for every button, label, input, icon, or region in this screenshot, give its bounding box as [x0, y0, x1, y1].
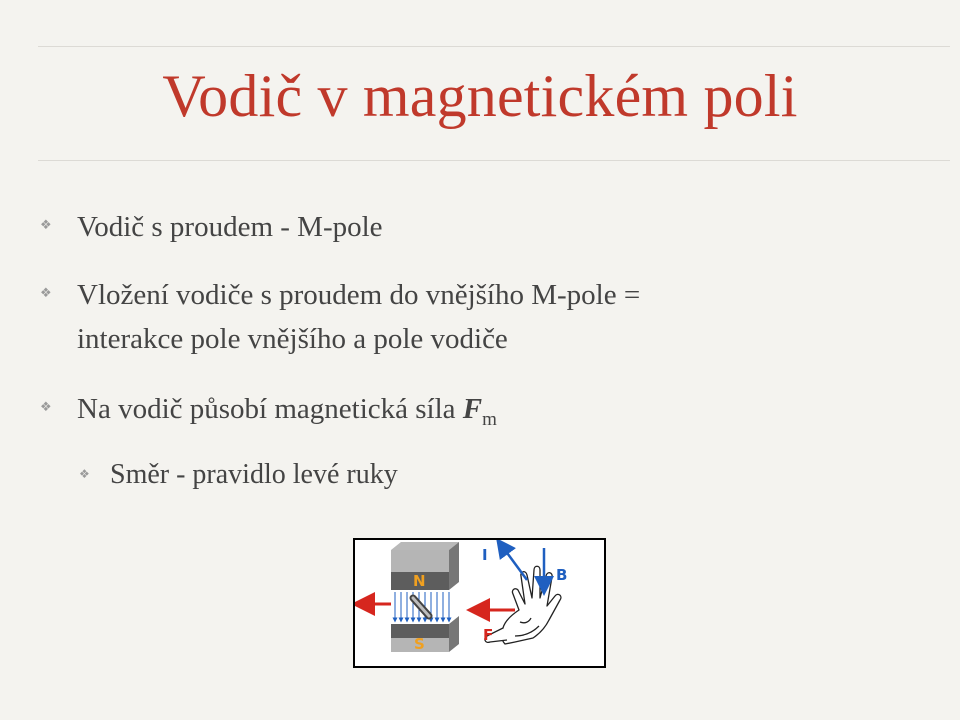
north-magnet — [391, 542, 459, 590]
south-magnet — [391, 616, 459, 653]
bullet-1 — [77, 205, 383, 249]
left-hand-rule-figure — [353, 538, 606, 668]
slide-title: Vodič v magnetickém poli — [162, 63, 798, 129]
sub-bullet-marker-icon: ❖ — [79, 467, 90, 481]
sub-bullet-1-text: Směr - pravidlo levé ruky — [110, 459, 398, 490]
bullet-marker-icon: ❖ — [40, 218, 52, 233]
conductor-wire — [413, 598, 429, 616]
current-label: I — [482, 546, 488, 564]
bullet-1-text: Vodič s proudem - M-pole — [77, 211, 383, 243]
current-arrow — [502, 546, 527, 580]
bullet-3 — [77, 387, 497, 442]
south-label: S — [414, 635, 425, 653]
sub-bullet-1 — [110, 453, 398, 497]
field-label: B — [556, 566, 568, 584]
force-subscript: m — [482, 408, 497, 430]
bullet-3-text: Na vodič působí magnetická síla — [77, 393, 463, 425]
bullet-marker-icon: ❖ — [40, 400, 52, 415]
bullet-marker-icon: ❖ — [40, 286, 52, 301]
force-label: F — [483, 626, 494, 644]
bullet-2-line-2: interakce pole vnějšího a pole vodiče — [77, 323, 508, 355]
left-hand-rule-diagram — [355, 540, 604, 666]
top-rule — [38, 46, 950, 47]
bullet-2-line-1: Vložení vodiče s proudem do vnějšího M-pole = — [77, 279, 641, 311]
force-symbol: F — [462, 393, 483, 425]
north-label: N — [413, 572, 426, 590]
title-divider — [38, 160, 950, 161]
left-hand-icon — [485, 566, 561, 644]
bullet-2 — [77, 273, 640, 361]
